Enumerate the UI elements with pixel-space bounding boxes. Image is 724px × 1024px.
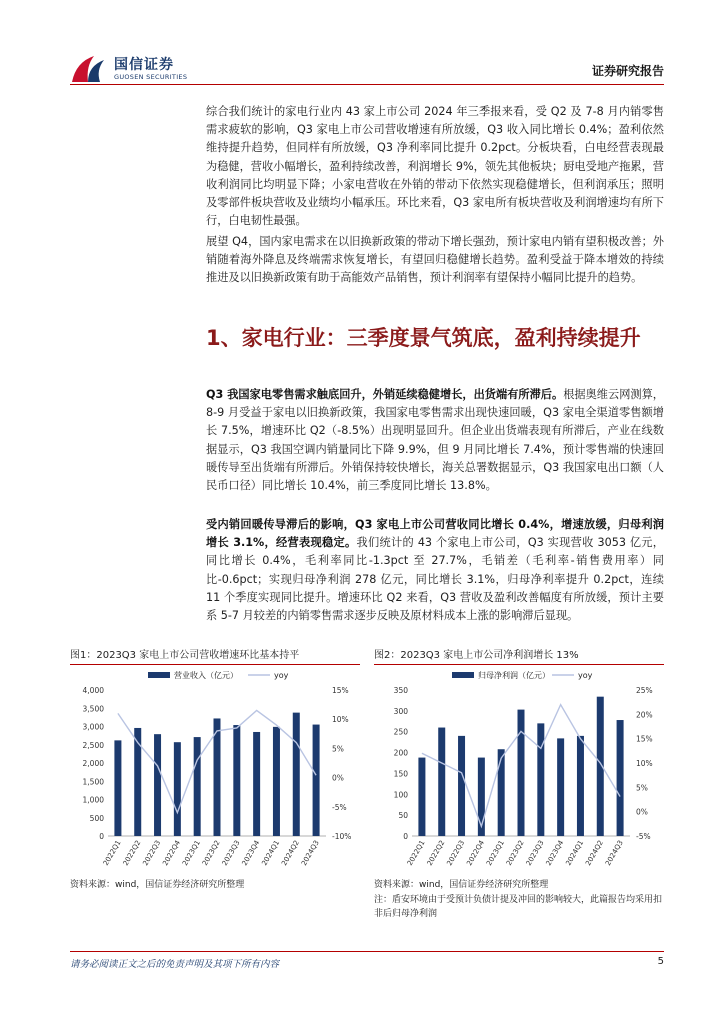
left-tick-label: 100 bbox=[393, 790, 408, 800]
category-label: 2023Q3 bbox=[220, 839, 242, 868]
bar bbox=[233, 725, 240, 836]
bar bbox=[418, 758, 425, 836]
bar bbox=[114, 740, 121, 836]
right-tick-label: 0% bbox=[636, 807, 648, 817]
paragraph-4-text: 我们统计的 43 个家电上市公司，Q3 实现营收 3053 亿元，同比增长 0.4%，毛利率同比-1.3pct 至 27.7%，毛销差（毛利率-销售费用率）同比-0.6pct；实现归母净利润 278 亿元，同比增长 3.1%，归母净利率提升 0.2pct，连续 11 个季度实现同比提升。增速环比 Q2 来看，Q3 营收及盈利改善幅度有所放缓，预计主要系 5-7 月较差的内销零售需求逐步反映及原材料成本上涨的影响滞后显现。 bbox=[206, 536, 664, 623]
left-tick-label: 1,000 bbox=[82, 795, 104, 805]
right-tick-label: 10% bbox=[332, 715, 349, 725]
category-label: 2022Q4 bbox=[465, 839, 487, 868]
logo-mark-icon bbox=[70, 52, 110, 86]
category-label: 2024Q2 bbox=[280, 839, 302, 868]
left-tick-label: 1,500 bbox=[82, 777, 104, 787]
category-label: 2022Q1 bbox=[405, 839, 427, 868]
left-tick-label: 0 bbox=[99, 832, 104, 841]
paragraph-3 bbox=[206, 386, 664, 495]
category-label: 2023Q3 bbox=[524, 839, 546, 868]
left-tick-label: 0 bbox=[403, 832, 408, 841]
figure-1-title: 图1：2023Q3 家电上市公司营收增速环比基本持平 bbox=[70, 646, 360, 665]
footer-disclaimer: 请务必阅读正文之后的免责声明及其项下所有内容 bbox=[70, 959, 280, 970]
right-tick-label: 5% bbox=[332, 744, 344, 754]
left-tick-label: 250 bbox=[393, 727, 408, 737]
right-tick-label: 15% bbox=[332, 686, 349, 695]
section-title: 1、家电行业：三季度景气筑底，盈利持续提升 bbox=[206, 326, 641, 350]
category-label: 2024Q3 bbox=[300, 839, 321, 868]
bar bbox=[174, 742, 181, 836]
right-tick-label: 5% bbox=[636, 783, 648, 793]
legend-line-label: yoy bbox=[578, 671, 593, 680]
figure-2-source: 资料来源：wind，国信证券经济研究所整理 bbox=[374, 880, 549, 890]
category-label: 2022Q3 bbox=[141, 839, 163, 868]
category-label: 2023Q4 bbox=[240, 839, 262, 868]
bar bbox=[537, 723, 544, 836]
page-number: 5 bbox=[657, 956, 664, 967]
figure-2-title: 图2：2023Q3 家电上市公司净利润增长 13% bbox=[374, 646, 664, 665]
category-label: 2024Q1 bbox=[260, 839, 282, 868]
paragraph-3-text: 根据奥维云网测算，8-9 月受益于家电以旧换新政策，我国家电零售需求出现快速回暖，Q3 家电全渠道零售额增长 7.5%，增速环比 Q2（-8.5%）出现明显回升。但企业出货端表现有所滞后，产业在线数据显示，Q3 我国空调内销量同比下降 9.9%，但 9 月同比增长 7.4%，预计零售端的快速回暖传导至出货端有所滞后。外销保持较快增长，海关总署数据显示，Q3 我国家电出口额（人民币口径）同比增长 10.4%，前三季度同比增长 13.8%。 bbox=[206, 388, 664, 493]
legend-bar-label: 营业收入（亿元） bbox=[174, 671, 238, 680]
company-logo bbox=[70, 52, 210, 86]
right-tick-label: 20% bbox=[636, 710, 653, 720]
bar bbox=[313, 725, 320, 836]
figure-1 bbox=[70, 646, 360, 891]
right-tick-label: 25% bbox=[636, 686, 653, 695]
left-tick-label: 4,000 bbox=[82, 686, 104, 695]
right-tick-label: 15% bbox=[636, 734, 653, 744]
logo-en: GUOSEN SECURITIES bbox=[114, 73, 188, 81]
bar bbox=[214, 718, 221, 836]
legend-bar-label: 归母净利润（亿元） bbox=[478, 671, 550, 680]
category-label: 2022Q2 bbox=[425, 839, 447, 868]
bar bbox=[293, 713, 300, 836]
paragraph-4-lead: 受内销回暖传导滞后的影响，Q3 家电上市公司营收同比增长 0.4%，增速放缓，归母利润增长 3.1%，经营表现稳定。 bbox=[206, 518, 664, 550]
page-header bbox=[70, 48, 664, 88]
paragraph-2-text: 展望 Q4，国内家电需求在以旧换新政策的带动下增长强劲，预计家电内销有望积极改善；外销随着海外降息及终端需求恢复增长，有望回归稳健增长趋势。盈利受益于降本增效的持续推进及以旧换新政策有助于高能效产品销售，预计利润率有望保持小幅同比提升的趋势。 bbox=[206, 235, 664, 285]
left-tick-label: 2,500 bbox=[82, 740, 104, 750]
right-tick-label: -5% bbox=[636, 832, 651, 841]
category-label: 2022Q4 bbox=[161, 839, 183, 868]
profit-chart bbox=[374, 666, 664, 881]
left-tick-label: 2,000 bbox=[82, 759, 104, 768]
category-label: 2023Q2 bbox=[504, 839, 526, 868]
bar bbox=[253, 732, 260, 836]
bar bbox=[458, 736, 465, 836]
category-label: 2024Q2 bbox=[584, 839, 606, 868]
bar bbox=[273, 727, 280, 836]
bar bbox=[498, 749, 505, 836]
bar bbox=[194, 737, 201, 836]
bar bbox=[518, 710, 525, 836]
left-tick-label: 150 bbox=[393, 769, 408, 779]
header-divider bbox=[70, 84, 664, 85]
category-label: 2022Q1 bbox=[101, 839, 123, 868]
right-tick-label: 10% bbox=[636, 759, 653, 768]
figure-note: 注：盾安环境由于受预计负债计提及冲回的影响较大，此篇报告均采用扣非后归母净利润 bbox=[374, 895, 663, 919]
report-type: 证券研究报告 bbox=[591, 64, 664, 78]
bar bbox=[438, 728, 445, 836]
paragraph-3-lead: Q3 我国家电零售需求触底回升，外销延续稳健增长，出货端有所滞后。 bbox=[206, 388, 564, 401]
category-label: 2023Q2 bbox=[200, 839, 222, 868]
right-tick-label: -5% bbox=[332, 802, 347, 812]
left-tick-label: 50 bbox=[398, 811, 408, 821]
category-label: 2023Q1 bbox=[485, 839, 506, 868]
paragraph-1-text: 综合我们统计的家电行业内 43 家上市公司 2024 年三季报来看，受 Q2 及 7-8 月内销零售需求疲软的影响，Q3 家电上市公司营收增速有所放缓，Q3 收入同比增长 0.4%；盈利依然维持提升趋势，但同样有所放缓，Q3 净利率同比提升 0.2pct。分板块看，白电经营表现最为稳健，营收小幅增长，盈利持续改善，利润增长 9%，领先其他板块；厨电受地产拖累，营收利润同比均明显下降；小家电营收在外销的带动下依然实现稳健增长，但利润承压；照明及零部件板块营收及业绩均小幅承压。环比来看，Q3 家电所有板块营收及利润增速均有所下行，白电韧性最强。 bbox=[206, 105, 664, 228]
paragraph-4 bbox=[206, 516, 664, 625]
left-tick-label: 300 bbox=[393, 706, 408, 716]
category-label: 2023Q4 bbox=[544, 839, 566, 868]
logo-cn: 国信证券 bbox=[114, 57, 174, 73]
legend-bar-swatch bbox=[452, 672, 474, 678]
bar bbox=[617, 720, 624, 836]
left-tick-label: 200 bbox=[393, 748, 408, 758]
figure-1-source: 资料来源：wind，国信证券经济研究所整理 bbox=[70, 880, 245, 890]
bar bbox=[577, 736, 584, 836]
category-label: 2022Q2 bbox=[121, 839, 143, 868]
bar bbox=[557, 738, 564, 836]
bar bbox=[134, 728, 141, 836]
bar bbox=[154, 734, 161, 836]
revenue-chart bbox=[70, 666, 360, 881]
category-label: 2022Q3 bbox=[445, 839, 467, 868]
right-tick-label: -10% bbox=[332, 832, 352, 841]
left-tick-label: 350 bbox=[393, 686, 408, 695]
left-tick-label: 3,000 bbox=[82, 722, 104, 732]
category-label: 2024Q1 bbox=[564, 839, 586, 868]
legend-bar-swatch bbox=[148, 672, 170, 678]
left-tick-label: 3,500 bbox=[82, 704, 104, 714]
figure-2 bbox=[374, 646, 664, 891]
paragraph-2 bbox=[206, 233, 664, 288]
legend-line-label: yoy bbox=[274, 671, 289, 680]
category-label: 2024Q3 bbox=[604, 839, 625, 868]
category-label: 2023Q1 bbox=[181, 839, 202, 868]
left-tick-label: 500 bbox=[89, 813, 104, 823]
right-tick-label: 0% bbox=[332, 773, 344, 783]
paragraph-1 bbox=[206, 103, 664, 230]
footer-divider bbox=[70, 951, 664, 952]
